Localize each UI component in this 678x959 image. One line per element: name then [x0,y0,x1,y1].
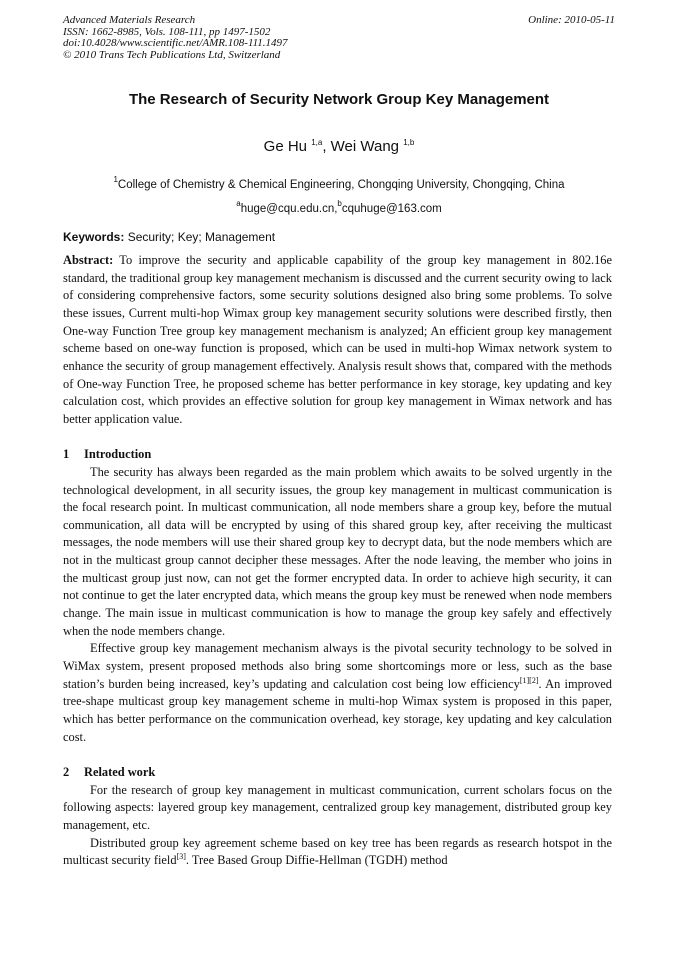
journal-copyright: © 2010 Trans Tech Publications Ltd, Switzerland [63,48,281,61]
abstract [63,252,612,429]
paragraph-text: . An improved tree-shape multicast group key management scheme in multi-hop Wimax system is proposed in this paper, which has better performance on the communication overhead, key storage, key updating and key calculation cost. [63,676,612,744]
citation[interactable]: [1][2] [519,675,539,685]
abstract-label: Abstract: [63,253,114,267]
journal-header [63,15,615,61]
email-link[interactable]: cquhuge@163.com [341,203,442,215]
affiliation [0,175,678,191]
author-affil-marker: 1,b [403,138,415,147]
online-date: Online: 2010-05-11 [528,14,615,26]
email-marker: a [236,199,241,208]
email-marker: b [337,199,342,208]
paragraph: For the research of group key management in multicast communication, current scholars focus on the following aspects: layered group key management, centralized group key management, distributed group key management, etc. [63,782,612,832]
paragraph [63,835,612,870]
paper-title: The Research of Security Network Group Key Management [128,91,550,108]
paragraph [63,640,612,746]
section-title: Related work [84,765,156,779]
paper-body [63,252,612,870]
email-line [0,199,678,215]
citation[interactable]: [3] [176,852,186,862]
paragraph-text: . Tree Based Group Diffie-Hellman (TGDH) method [185,853,448,868]
paragraph-text: Distributed group key agreement scheme based on key tree has been regards as research hotspot in the multicast security field [63,835,612,868]
section-title: Introduction [84,447,152,462]
keywords-text: Security; Key; Management [124,230,276,244]
section-heading [63,764,612,782]
section-number: 2 [63,765,70,779]
author-separator: , [322,138,331,155]
paragraph-text: Effective group key management mechanism always is the pivotal security technology to be solved in WiMax system, present proposed methods also bring some shortcomings more or less, such as the base station’s burden being increased, key’s updating and calculation cost being low efficiency [63,641,612,691]
author-affil-marker: 1,a [311,138,323,147]
author-line [0,138,678,155]
journal-name: Advanced Materials Research [63,14,196,26]
journal-issn: ISSN: 1662-8985, Vols. 108-111, pp 1497-1502 [63,25,271,38]
section-number: 1 [63,447,70,462]
author-name: Wei Wang [330,138,400,155]
spacer [63,429,612,447]
affiliation-marker: 1 [113,175,118,184]
affiliation-text: College of Chemistry & Chemical Engineering, Chongqing University, Chongqing, China [117,179,565,191]
author-name: Ge Hu [263,138,308,155]
email-link[interactable]: huge@cqu.edu.cn, [240,203,338,215]
spacer [63,746,612,764]
keywords [63,230,615,244]
section-heading [63,446,612,464]
paragraph: The security has always been regarded as the main problem which awaits to be solved urgently in the technological development, in all security issues, the group key management in multicast communication is the focal research point. In multicast communication, all node members share a group key, before the mutual communication, all data will be encrypted by using of this shared group key, after receiving the multicast messages, the node members will use their shared group key to decrypt data, but the node members which are not in the multicast group cannot decipher these messages. After the node leaving, the member who joins in the multicast group just now, can not get the former encrypted data. In order to achieve high security, it can not continue to get the later encrypted data, which means the group key must be renewed when node members change. The main issue in multicast communication is how to manage the group key safely and effectively when the node members change. [63,464,612,638]
keywords-label: Keywords: [63,230,125,244]
journal-doi: doi:10.4028/www.scientific.net/AMR.108-111.1497 [63,37,288,50]
abstract-text: To improve the security and applicable capability of the group key management in 802.16e standard, the traditional group key management mechanism is discussed and the current security owing to lack of considering comprehensive factors, some security solutions designed also bring some problems. To solve these issues, Current multi-hop Wimax group key management security solutions were described firstly, then One-way Function Tree group key management mechanism is analyzed; An efficient group key management scheme based on one-way function is proposed, which can be used in multi-hop Wimax network system to enhance the security of group management effectively. Analysis result shows that, compared with the methods of One-way Function Tree, he proposed scheme has better performance in key storage, key updating and key calculation cost, which provides an effective solution for group key management in Wimax network and has better application value. [63,253,612,426]
